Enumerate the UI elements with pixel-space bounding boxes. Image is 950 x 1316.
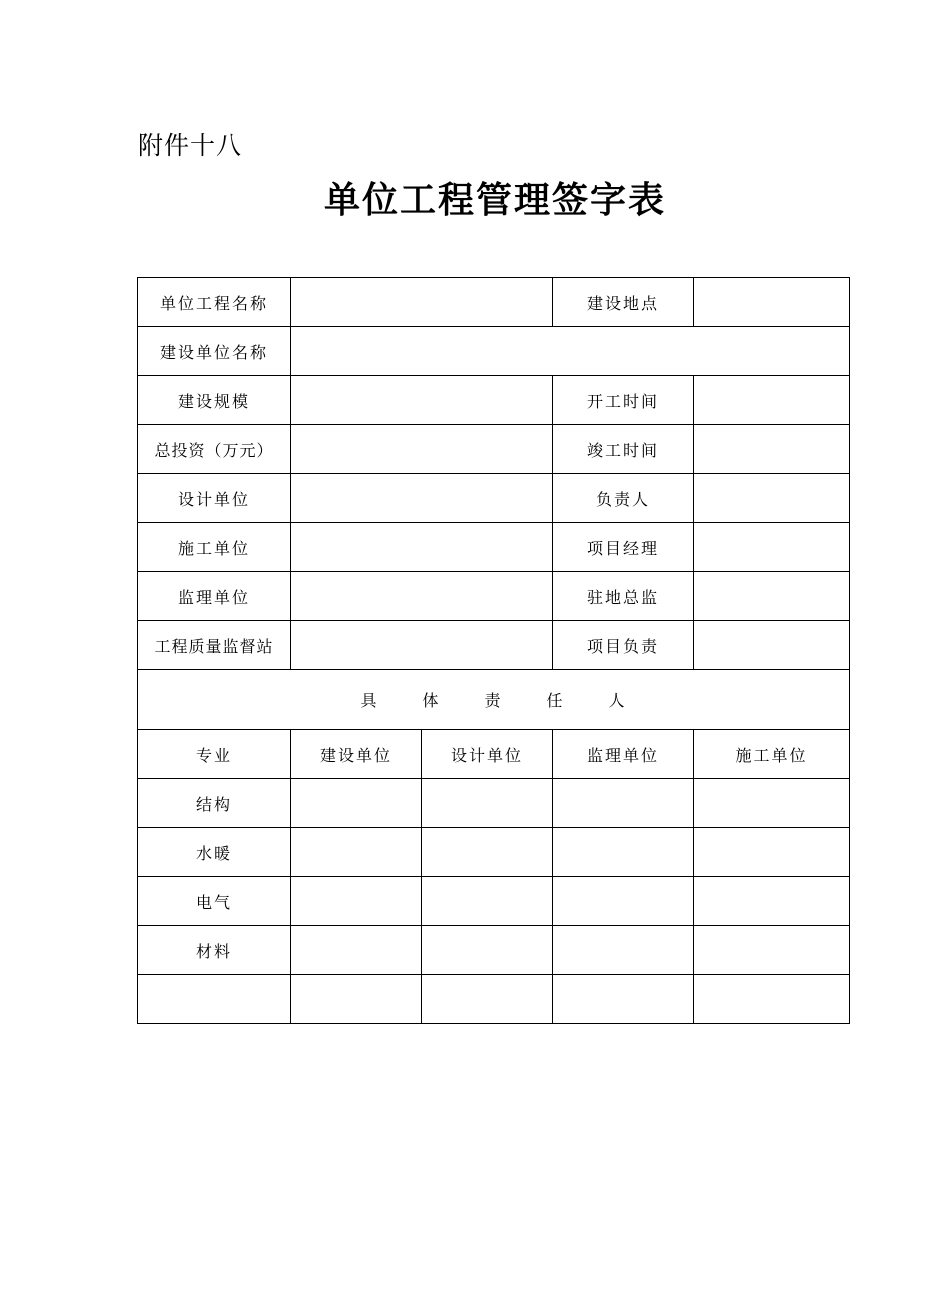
person-in-charge-field[interactable]: [694, 474, 850, 523]
signature-cell[interactable]: [694, 779, 850, 828]
scale-field[interactable]: [291, 376, 553, 425]
section-title-char: 人: [608, 691, 627, 710]
label-cell: 竣工时间: [553, 425, 694, 474]
column-header: 专业: [138, 730, 291, 779]
header-row: [138, 730, 850, 779]
project-lead-field[interactable]: [694, 621, 850, 670]
resident-supervisor-field[interactable]: [694, 572, 850, 621]
completion-date-field[interactable]: [694, 425, 850, 474]
signature-cell[interactable]: [694, 877, 850, 926]
label-cell: 单位工程名称: [138, 278, 291, 327]
builder-name-field[interactable]: [291, 327, 850, 376]
label-cell: 建设地点: [553, 278, 694, 327]
signature-cell[interactable]: [553, 975, 694, 1024]
section-title-char: 责: [484, 691, 503, 710]
signature-cell[interactable]: [553, 926, 694, 975]
signature-cell[interactable]: [553, 828, 694, 877]
section-title-char: 体: [422, 691, 441, 710]
specialty-label: 材料: [138, 926, 291, 975]
label-cell: 工程质量监督站: [138, 621, 291, 670]
table-row: [138, 474, 850, 523]
table-row: [138, 828, 850, 877]
column-header: 施工单位: [694, 730, 850, 779]
signature-cell[interactable]: [694, 975, 850, 1024]
signature-cell[interactable]: [553, 779, 694, 828]
column-header: 设计单位: [422, 730, 553, 779]
label-cell: 监理单位: [138, 572, 291, 621]
signature-cell[interactable]: [422, 975, 553, 1024]
project-name-field[interactable]: [291, 278, 553, 327]
table-row: [138, 425, 850, 474]
section-title-char: 任: [546, 691, 565, 710]
specialty-label: 水暖: [138, 828, 291, 877]
table-row: [138, 975, 850, 1024]
label-cell: 开工时间: [553, 376, 694, 425]
attachment-label: 附件十八: [138, 131, 243, 160]
label-cell: 施工单位: [138, 523, 291, 572]
location-field[interactable]: [694, 278, 850, 327]
column-header: 建设单位: [291, 730, 422, 779]
label-cell: 项目负责: [553, 621, 694, 670]
supervision-unit-field[interactable]: [291, 572, 553, 621]
signature-cell[interactable]: [422, 828, 553, 877]
label-cell: 设计单位: [138, 474, 291, 523]
section-title-row: [138, 670, 850, 730]
table-row: [138, 572, 850, 621]
label-cell: 建设规模: [138, 376, 291, 425]
table-row: [138, 523, 850, 572]
investment-field[interactable]: [291, 425, 553, 474]
signature-cell[interactable]: [694, 828, 850, 877]
label-cell: 负责人: [553, 474, 694, 523]
start-date-field[interactable]: [694, 376, 850, 425]
signature-cell[interactable]: [422, 779, 553, 828]
label-cell: 总投资（万元）: [138, 425, 291, 474]
table-row: [138, 926, 850, 975]
construction-unit-field[interactable]: [291, 523, 553, 572]
table-row: [138, 327, 850, 376]
section-title: [138, 670, 850, 730]
signature-cell[interactable]: [422, 926, 553, 975]
quality-station-field[interactable]: [291, 621, 553, 670]
specialty-label: 结构: [138, 779, 291, 828]
signature-cell[interactable]: [422, 877, 553, 926]
signature-cell[interactable]: [291, 877, 422, 926]
column-header: 监理单位: [553, 730, 694, 779]
design-unit-field[interactable]: [291, 474, 553, 523]
signature-cell[interactable]: [291, 828, 422, 877]
label-cell: 项目经理: [553, 523, 694, 572]
table-row: [138, 779, 850, 828]
table-row: [138, 376, 850, 425]
table-row: [138, 278, 850, 327]
table-row: [138, 621, 850, 670]
label-cell: 建设单位名称: [138, 327, 291, 376]
signature-cell[interactable]: [291, 975, 422, 1024]
table-row: [138, 877, 850, 926]
signature-cell[interactable]: [291, 779, 422, 828]
specialty-label[interactable]: [138, 975, 291, 1024]
section-title-char: 具: [360, 691, 379, 710]
page-title: 单位工程管理签字表: [323, 180, 666, 221]
label-cell: 驻地总监: [553, 572, 694, 621]
signature-cell[interactable]: [694, 926, 850, 975]
project-manager-field[interactable]: [694, 523, 850, 572]
signature-form-table: [137, 277, 850, 1024]
specialty-label: 电气: [138, 877, 291, 926]
signature-cell[interactable]: [553, 877, 694, 926]
signature-cell[interactable]: [291, 926, 422, 975]
